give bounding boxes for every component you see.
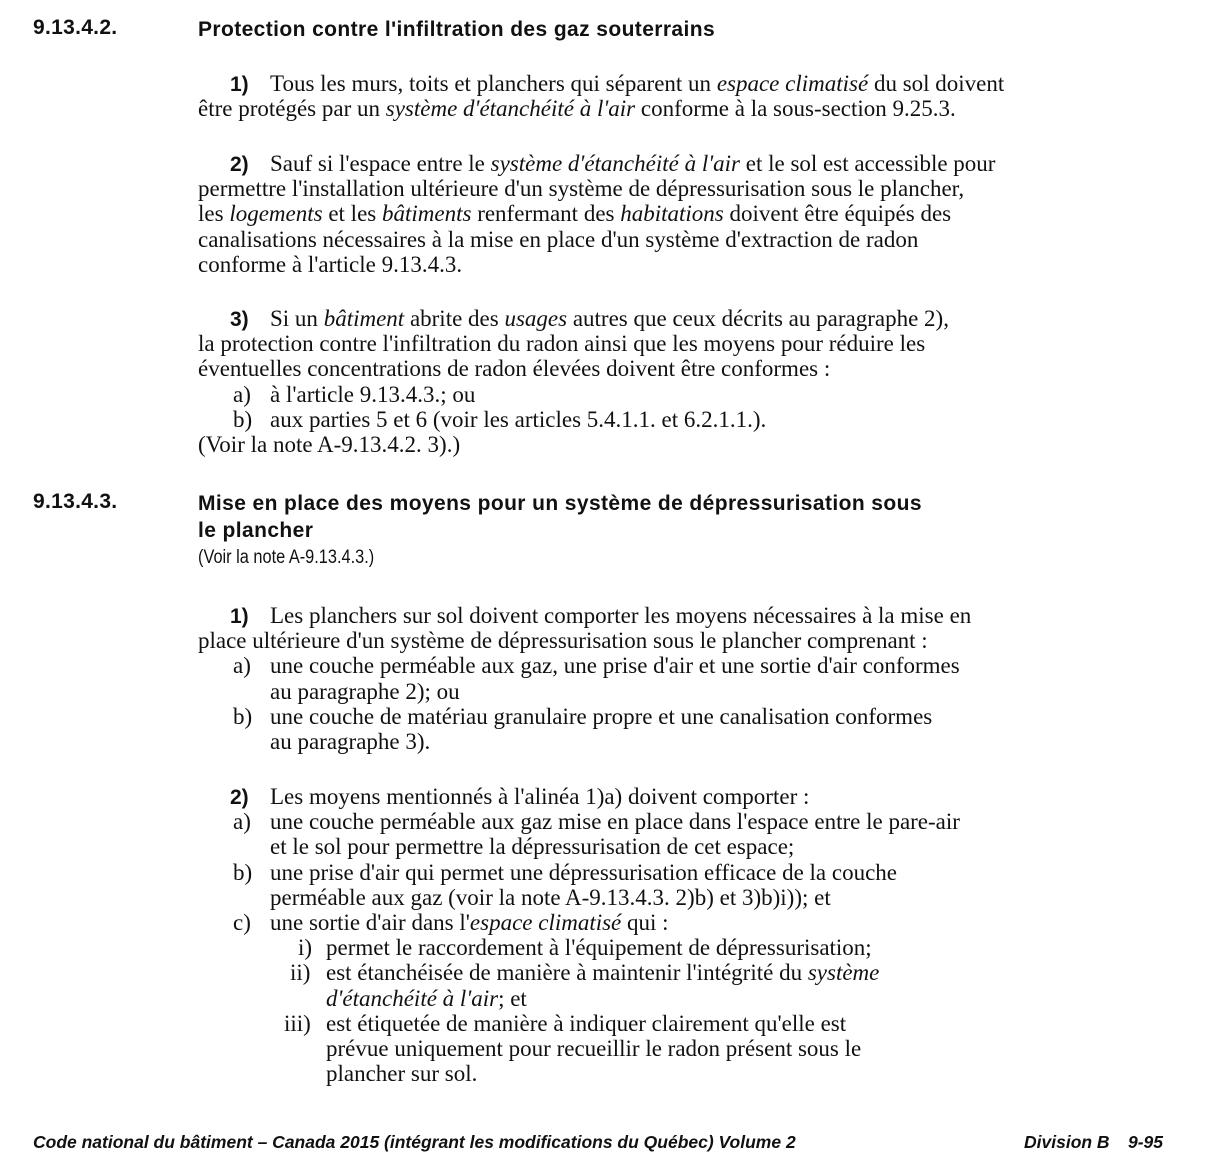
text-line	[198, 356, 830, 381]
text-segment: et le sol pour permettre la dépressurisation de cet espace;	[270, 834, 795, 860]
text-segment: une couche perméable aux gaz, une prise d'air et une sortie d'air conformes	[270, 653, 960, 679]
section-number: 9.13.4.2.	[33, 16, 118, 39]
text-segment: Les moyens mentionnés à l'alinéa 1)a) doivent comporter :	[270, 784, 810, 809]
list-label: b)	[233, 703, 253, 729]
footer-page-number: 9-95	[1128, 1132, 1164, 1152]
text-segment: doivent être équipés des	[723, 201, 952, 227]
list-label: ii)	[290, 960, 311, 986]
list-label: a)	[233, 381, 251, 407]
paragraph-number: 1)	[230, 605, 249, 628]
text-segment: prévue uniquement pour recueillir le radon présent sous le	[326, 1036, 862, 1061]
defined-term: système	[807, 960, 880, 986]
text-line	[270, 306, 949, 331]
paragraph-number: 1)	[230, 73, 249, 96]
text-segment: permet le raccordement à l'équipement de dépressurisation;	[326, 935, 872, 961]
text-line	[270, 809, 960, 834]
text-line	[326, 1036, 861, 1061]
defined-term: bâtiment	[323, 306, 405, 331]
text-line	[198, 96, 956, 121]
text-segment: qui :	[621, 910, 669, 935]
defined-term: espace climatisé	[716, 71, 869, 96]
text-segment: conforme à l'article 9.13.4.3.	[198, 251, 463, 277]
section-title: le plancher	[198, 519, 314, 542]
list-label: b)	[233, 406, 253, 432]
text-segment: au paragraphe 3).	[270, 729, 431, 754]
text-line	[270, 729, 430, 754]
text-segment: autres que ceux décrits au paragraphe 2),	[567, 306, 949, 331]
text-segment: permettre l'installation ultérieure d'un système de dépressurisation sous le plancher,	[198, 176, 965, 202]
text-segment: (Voir la note A-9.13.4.2. 3).)	[198, 432, 461, 457]
text-line	[270, 382, 475, 407]
section-number: 9.13.4.3.	[33, 490, 118, 513]
defined-term: d'étanchéité à l'air	[326, 985, 499, 1011]
paragraph-number: 3)	[230, 308, 249, 331]
text-segment: conforme à la sous-section 9.25.3.	[635, 96, 956, 122]
text-segment: du sol doivent	[868, 71, 1005, 96]
defined-term: usages	[504, 306, 568, 331]
text-segment: la protection contre l'infiltration du radon ainsi que les moyens pour réduire les	[198, 331, 926, 357]
text-segment: au paragraphe 2); ou	[270, 678, 460, 704]
text-line	[270, 784, 809, 809]
defined-term: système d'étanchéité à l'air	[490, 151, 740, 176]
text-line	[326, 960, 879, 985]
defined-term: bâtiments	[381, 201, 472, 227]
text-line	[270, 704, 932, 729]
text-segment: et le sol est accessible pour	[740, 151, 996, 176]
text-line	[198, 227, 918, 252]
text-line	[198, 252, 462, 277]
footer-division: Division B	[1024, 1132, 1110, 1152]
text-segment: plancher sur sol.	[326, 1061, 478, 1087]
text-line	[326, 1061, 477, 1086]
text-line	[198, 201, 951, 226]
text-segment: les	[198, 201, 230, 227]
text-segment: Si un	[270, 306, 324, 331]
defined-term: système d'étanchéité à l'air	[385, 96, 636, 122]
list-label: a)	[233, 653, 251, 679]
text-line	[270, 407, 766, 432]
text-segment: être protégés par un	[198, 96, 386, 122]
text-line	[198, 432, 460, 457]
text-line	[326, 935, 872, 960]
defined-term: espace climatisé	[469, 910, 622, 935]
paragraph-number: 2)	[230, 153, 249, 176]
text-line	[270, 71, 1004, 96]
section-title: Protection contre l'infiltration des gaz souterrains	[198, 18, 716, 41]
list-label: iii)	[284, 1010, 311, 1036]
text-line	[270, 885, 831, 910]
text-line	[198, 176, 964, 201]
text-line	[270, 603, 971, 628]
text-line	[326, 1011, 846, 1036]
section-note: (Voir la note A-9.13.4.3.)	[198, 547, 375, 568]
text-segment: canalisations nécessaires à la mise en place d'un système d'extraction de radon	[198, 226, 919, 252]
text-segment: Tous les murs, toits et planchers qui séparent un	[270, 71, 717, 96]
text-segment: est étanchéisée de manière à maintenir l'intégrité du	[326, 960, 808, 986]
footer-title: Code national du bâtiment – Canada 2015 (intégrant les modifications du Québec) Volume 2	[33, 1132, 796, 1152]
text-segment: une couche perméable aux gaz mise en place dans l'espace entre le pare-air	[270, 809, 960, 835]
text-line	[270, 653, 960, 678]
text-segment: Sauf si l'espace entre le	[270, 151, 491, 176]
paragraph-number: 2)	[230, 786, 249, 809]
text-line	[270, 151, 995, 176]
text-line	[270, 679, 460, 704]
defined-term: habitations	[620, 201, 724, 227]
text-segment: place ultérieure d'un système de dépressurisation sous le plancher comprenant :	[198, 628, 928, 654]
text-line	[198, 331, 925, 356]
list-label: b)	[233, 859, 253, 885]
text-segment: éventuelles concentrations de radon élevées doivent être conformes :	[198, 356, 831, 382]
text-segment: est étiquetée de manière à indiquer clairement qu'elle est	[326, 1010, 847, 1036]
text-segment: une couche de matériau granulaire propre et une canalisation conformes	[270, 703, 933, 729]
text-segment: abrite des	[404, 306, 505, 331]
list-label: c)	[233, 910, 251, 935]
text-segment: une prise d'air qui permet une dépressurisation efficace de la couche	[270, 859, 898, 885]
text-segment: perméable aux gaz (voir la note A-9.13.4.3. 2)b) et 3)b)i)); et	[270, 884, 831, 910]
text-line	[270, 860, 897, 885]
text-segment: une sortie d'air dans l'	[270, 910, 470, 935]
text-segment: aux parties 5 et 6 (voir les articles 5.4.1.1. et 6.2.1.1.).	[270, 406, 767, 432]
list-label: a)	[233, 809, 251, 835]
text-segment: Les planchers sur sol doivent comporter les moyens nécessaires à la mise en	[270, 603, 972, 628]
section-title: Mise en place des moyens pour un système de dépressurisation sous	[198, 492, 922, 515]
text-line	[198, 628, 928, 653]
text-line	[326, 986, 527, 1011]
text-line	[270, 910, 669, 935]
text-segment: renfermant des	[471, 201, 621, 227]
list-label: i)	[298, 935, 313, 961]
text-segment: à l'article 9.13.4.3.; ou	[270, 381, 476, 407]
text-segment: et les	[322, 201, 382, 227]
defined-term: logements	[229, 201, 323, 227]
text-segment: ; et	[498, 985, 527, 1011]
text-line	[270, 834, 794, 859]
